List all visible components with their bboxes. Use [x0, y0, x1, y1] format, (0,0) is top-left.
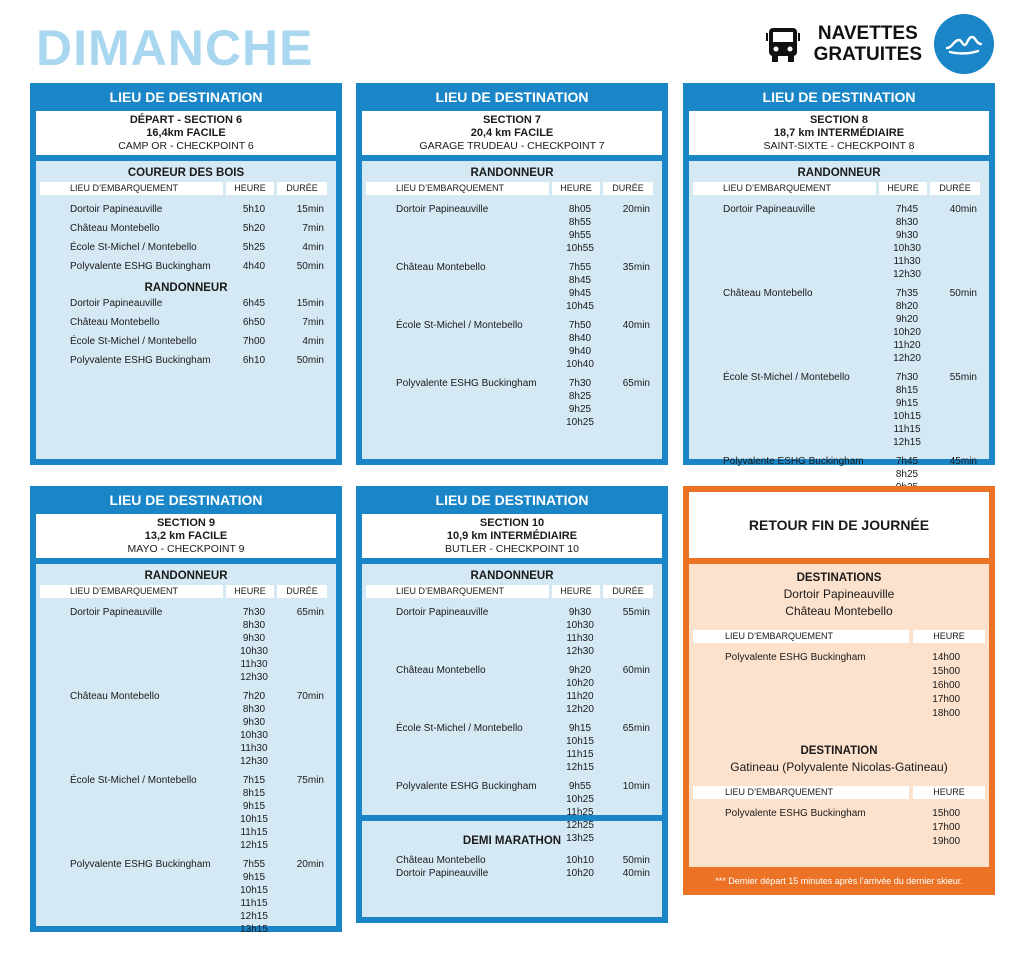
- schedule-row: [40, 297, 332, 310]
- row-time: 10h30: [240, 730, 268, 741]
- retour-row-place: Polyvalente ESHG Buckingham: [725, 652, 866, 663]
- row-time: 11h15: [893, 424, 921, 435]
- section-checkpoint: GARAGE TRUDEAU - CHECKPOINT 7: [419, 140, 605, 152]
- retour-row2-place: Polyvalente ESHG Buckingham: [725, 808, 866, 819]
- col-place: LIEU D’EMBARQUEMENT: [366, 182, 549, 195]
- row-time: 8h40: [568, 333, 592, 344]
- retour-body: [689, 564, 989, 867]
- retour-time: 17h00: [932, 822, 961, 833]
- row-time: 11h25: [566, 807, 594, 818]
- row-place: Dortoir Papineauville: [396, 607, 489, 618]
- row-time: 7h45: [895, 204, 919, 215]
- row-time: 13h25: [566, 833, 594, 844]
- row-time: 11h15: [240, 898, 268, 909]
- card-body: [36, 564, 336, 935]
- row-duration: 40min: [622, 320, 650, 331]
- row-time: 9h15: [242, 801, 266, 812]
- demi-rows: [366, 854, 658, 880]
- row-time: 8h25: [895, 469, 919, 480]
- row-time: 11h30: [566, 633, 594, 644]
- retour-col-heure-2: HEURE: [913, 786, 985, 799]
- row-duration: 55min: [949, 372, 977, 383]
- row-time: 11h20: [893, 340, 921, 351]
- row-time: 8h30: [895, 217, 919, 228]
- retour-row: [693, 651, 985, 721]
- row-time: 12h20: [566, 704, 594, 715]
- schedule-row: [366, 606, 658, 658]
- retour-row-times: [907, 651, 985, 721]
- row-time: 7h55: [568, 262, 592, 273]
- row-duration: 10min: [622, 781, 650, 792]
- schedule-row: [40, 203, 332, 216]
- row-times: [226, 690, 282, 768]
- retour-dest2-title: DESTINATION: [800, 745, 878, 757]
- row-time: 5h20: [242, 223, 266, 234]
- row-duration: 40min: [622, 868, 650, 879]
- section-checkpoint: SAINT-SIXTE - CHECKPOINT 8: [763, 140, 915, 152]
- row-time: 9h30: [568, 607, 592, 618]
- retour-note: *** Dernier départ 15 minutes après l’arrivée du dernier skieur.: [715, 876, 963, 886]
- navettes-header: [766, 12, 994, 76]
- row-time: 8h30: [242, 620, 266, 631]
- row-time: 10h15: [240, 885, 268, 896]
- row-times: [552, 854, 608, 867]
- row-times: [226, 297, 282, 310]
- destination-card: [30, 83, 342, 465]
- destination-card: [356, 486, 668, 923]
- retour-time: 15h00: [932, 808, 961, 819]
- column-headers: [366, 182, 658, 195]
- row-time: 12h15: [240, 840, 268, 851]
- schedule-row: [40, 316, 332, 329]
- column-headers: [366, 585, 658, 598]
- navettes-text: [814, 23, 922, 65]
- col-duree: DURÉE: [277, 182, 327, 195]
- row-time: 9h30: [895, 230, 919, 241]
- row-place: Dortoir Papineauville: [723, 204, 816, 215]
- column-headers: [693, 182, 985, 195]
- row-place: École St-Michel / Montebello: [70, 242, 197, 253]
- retour-col-header-2: [693, 786, 985, 799]
- retour-dest1-title: DESTINATIONS: [796, 572, 882, 584]
- group-rows: [40, 203, 332, 273]
- retour-time: 18h00: [932, 708, 961, 719]
- col-heure: HEURE: [226, 182, 274, 195]
- retour-time: 15h00: [932, 666, 961, 677]
- row-time: 9h45: [568, 288, 592, 299]
- section-distance: 18,7 km INTERMÉDIAIRE: [773, 127, 905, 139]
- schedule-row: [366, 377, 658, 429]
- group-rows: [40, 297, 332, 367]
- card-header: LIEU DE DESTINATION: [109, 89, 263, 105]
- schedule-row: [693, 203, 985, 281]
- row-times: [552, 722, 608, 774]
- section-distance: 10,9 km INTERMÉDIAIRE: [446, 530, 578, 542]
- group-title: RANDONNEUR: [470, 167, 554, 179]
- row-time: 7h45: [895, 456, 919, 467]
- section-distance: 13,2 km FACILE: [144, 530, 228, 542]
- row-time: 7h15: [242, 775, 266, 786]
- row-time: 10h30: [893, 243, 921, 254]
- card-header: LIEU DE DESTINATION: [762, 89, 916, 105]
- row-time: 10h55: [566, 243, 594, 254]
- row-times: [552, 867, 608, 880]
- row-place: Dortoir Papineauville: [396, 204, 489, 215]
- row-time: 12h15: [566, 762, 594, 773]
- row-times: [879, 203, 935, 281]
- row-time: 5h25: [242, 242, 266, 253]
- column-headers: [40, 182, 332, 195]
- section-checkpoint: BUTLER - CHECKPOINT 10: [444, 543, 579, 555]
- row-duration: 20min: [296, 859, 324, 870]
- retour-col-header: [693, 630, 985, 643]
- row-time: 7h35: [895, 288, 919, 299]
- section-name: SECTION 10: [479, 517, 545, 529]
- retour-dest1-line2: Château Montebello: [785, 604, 893, 618]
- section-info: [362, 111, 662, 155]
- row-time: 10h15: [240, 814, 268, 825]
- section-distance: 16,4km FACILE: [146, 127, 226, 139]
- schedule-row: [40, 241, 332, 254]
- schedule-row: [366, 261, 658, 313]
- destination-card: [30, 486, 342, 935]
- row-duration: 70min: [296, 691, 324, 702]
- row-place: Château Montebello: [396, 262, 486, 273]
- row-time: 8h15: [895, 385, 919, 396]
- col-place: LIEU D’EMBARQUEMENT: [40, 182, 223, 195]
- row-duration: 65min: [296, 607, 324, 618]
- row-time: 9h25: [568, 404, 592, 415]
- row-time: 9h15: [242, 872, 266, 883]
- row-time: 10h25: [566, 417, 594, 428]
- row-time: 9h20: [895, 314, 919, 325]
- row-time: 9h30: [242, 717, 266, 728]
- schedule-row: [366, 722, 658, 774]
- col-heure: HEURE: [226, 585, 274, 598]
- retour-time: 19h00: [932, 836, 961, 847]
- row-time: 7h20: [242, 691, 266, 702]
- row-place: Polyvalente ESHG Buckingham: [396, 378, 537, 389]
- row-time: 6h45: [242, 298, 266, 309]
- col-duree: DURÉE: [930, 182, 980, 195]
- row-place: École St-Michel / Montebello: [396, 723, 523, 734]
- row-times: [226, 203, 282, 216]
- row-time: 9h15: [895, 398, 919, 409]
- row-duration: 60min: [622, 665, 650, 676]
- section-info: [689, 111, 989, 155]
- col-place: LIEU D’EMBARQUEMENT: [693, 182, 876, 195]
- row-time: 9h20: [568, 665, 592, 676]
- col-place: LIEU D’EMBARQUEMENT: [366, 585, 549, 598]
- row-times: [226, 260, 282, 273]
- group-rows: [40, 606, 332, 936]
- retour-dest1-line1: Dortoir Papineauville: [783, 587, 895, 601]
- section-name: DÉPART - SECTION 6: [129, 114, 243, 126]
- schedule-row: [40, 690, 332, 768]
- row-times: [226, 335, 282, 348]
- group-rows: [693, 203, 985, 520]
- row-time: 9h55: [568, 230, 592, 241]
- row-duration: 40min: [949, 204, 977, 215]
- row-time: 8h05: [568, 204, 592, 215]
- section-checkpoint: CAMP OR - CHECKPOINT 6: [118, 140, 254, 152]
- row-time: 9h55: [568, 781, 592, 792]
- row-time: 8h30: [242, 704, 266, 715]
- row-time: 12h15: [240, 911, 268, 922]
- group-rows: [366, 606, 658, 845]
- section-checkpoint: MAYO - CHECKPOINT 9: [127, 543, 245, 555]
- row-duration: 50min: [296, 355, 324, 366]
- row-time: 12h30: [240, 672, 268, 683]
- row-times: [879, 371, 935, 449]
- row-times: [552, 203, 608, 255]
- row-duration: 45min: [949, 456, 977, 467]
- row-time: 7h50: [568, 320, 592, 331]
- card-header: LIEU DE DESTINATION: [435, 89, 589, 105]
- card-body: [36, 161, 336, 459]
- row-times: [226, 858, 282, 936]
- row-place: Château Montebello: [70, 223, 160, 234]
- section-name: SECTION 8: [809, 114, 869, 126]
- row-duration: 4min: [302, 336, 324, 347]
- card-header: LIEU DE DESTINATION: [109, 492, 263, 508]
- row-place: Polyvalente ESHG Buckingham: [723, 456, 864, 467]
- row-time: 10h20: [893, 327, 921, 338]
- row-time: 11h15: [566, 749, 594, 760]
- retour-row2-times: [907, 807, 985, 849]
- row-time: 5h10: [242, 204, 266, 215]
- row-time: 11h20: [566, 691, 594, 702]
- row-place: Château Montebello: [723, 288, 813, 299]
- row-time: 12h15: [893, 437, 921, 448]
- col-duree: DURÉE: [603, 182, 653, 195]
- destination-card: [356, 83, 668, 465]
- row-duration: 65min: [622, 723, 650, 734]
- row-place: École St-Michel / Montebello: [70, 336, 197, 347]
- row-time: 12h30: [893, 269, 921, 280]
- group-title: RANDONNEUR: [144, 282, 228, 294]
- row-time: 11h30: [240, 743, 268, 754]
- row-times: [226, 354, 282, 367]
- section-name: SECTION 9: [156, 517, 216, 529]
- row-duration: 20min: [622, 204, 650, 215]
- schedule-row: [693, 371, 985, 449]
- row-place: École St-Michel / Montebello: [396, 320, 523, 331]
- row-place: Polyvalente ESHG Buckingham: [70, 261, 211, 272]
- col-heure: HEURE: [552, 585, 600, 598]
- schedule-row: [40, 858, 332, 936]
- schedule-row: [40, 222, 332, 235]
- retour-card: [683, 486, 995, 895]
- row-time: 10h15: [893, 411, 921, 422]
- schedule-row: [40, 260, 332, 273]
- row-times: [879, 287, 935, 365]
- row-times: [552, 377, 608, 429]
- card-body: [689, 161, 989, 480]
- row-time: 10h25: [566, 794, 594, 805]
- row-place: Dortoir Papineauville: [396, 868, 489, 879]
- row-time: 9h15: [568, 723, 592, 734]
- retour-col-place: LIEU D’EMBARQUEMENT: [693, 630, 909, 643]
- row-time: 13h15: [240, 924, 268, 935]
- row-time: 8h45: [568, 275, 592, 286]
- row-time: 11h30: [893, 256, 921, 267]
- retour-title: RETOUR FIN DE JOURNÉE: [689, 492, 989, 558]
- row-time: 9h40: [568, 346, 592, 357]
- day-title: DIMANCHE: [36, 20, 314, 76]
- row-time: 10h40: [566, 359, 594, 370]
- section-info: [36, 111, 336, 155]
- row-time: 12h30: [240, 756, 268, 767]
- row-times: [552, 261, 608, 313]
- retour-time: 14h00: [932, 652, 961, 663]
- row-time: 10h10: [566, 855, 594, 866]
- row-time: 8h55: [568, 217, 592, 228]
- schedule-row: [366, 203, 658, 255]
- demi-title: DEMI MARATHON: [462, 835, 562, 847]
- group-title: COUREUR DES BOIS: [127, 167, 245, 179]
- row-place: Polyvalente ESHG Buckingham: [70, 355, 211, 366]
- row-place: École St-Michel / Montebello: [70, 775, 197, 786]
- row-time: 10h15: [566, 736, 594, 747]
- row-time: 6h50: [242, 317, 266, 328]
- card-body: [362, 161, 662, 459]
- schedule-row: [40, 354, 332, 367]
- retour-time: 16h00: [932, 680, 961, 691]
- row-time: 7h30: [568, 378, 592, 389]
- row-duration: 7min: [302, 223, 324, 234]
- row-place: Dortoir Papineauville: [70, 607, 163, 618]
- navettes-line2: GRATUITES: [813, 44, 922, 65]
- row-place: Dortoir Papineauville: [70, 298, 163, 309]
- row-place: Château Montebello: [396, 855, 486, 866]
- row-place: Dortoir Papineauville: [70, 204, 163, 215]
- row-place: Château Montebello: [70, 691, 160, 702]
- row-times: [552, 319, 608, 371]
- row-time: 10h30: [240, 646, 268, 657]
- retour-dest2-line: Gatineau (Polyvalente Nicolas-Gatineau): [730, 760, 948, 774]
- retour-time: 17h00: [932, 694, 961, 705]
- row-time: 7h00: [242, 336, 266, 347]
- row-times: [552, 606, 608, 658]
- row-time: 11h30: [240, 659, 268, 670]
- schedule-row: [366, 319, 658, 371]
- col-duree: DURÉE: [603, 585, 653, 598]
- row-time: 9h30: [242, 633, 266, 644]
- row-time: 10h20: [566, 678, 594, 689]
- row-times: [226, 606, 282, 684]
- row-time: 7h30: [242, 607, 266, 618]
- mountain-logo-icon: [934, 14, 994, 74]
- col-duree: DURÉE: [277, 585, 327, 598]
- section-info: [36, 514, 336, 558]
- group-rows: [366, 203, 658, 429]
- row-time: 6h10: [242, 355, 266, 366]
- row-place: Château Montebello: [396, 665, 486, 676]
- row-time: 7h55: [242, 859, 266, 870]
- row-times: [552, 664, 608, 716]
- group-title: RANDONNEUR: [470, 570, 554, 582]
- schedule-row: [693, 287, 985, 365]
- row-duration: 35min: [622, 262, 650, 273]
- row-place: Polyvalente ESHG Buckingham: [396, 781, 537, 792]
- row-place: Château Montebello: [70, 317, 160, 328]
- row-time: 4h40: [242, 261, 266, 272]
- row-duration: 50min: [296, 261, 324, 272]
- retour-col-place-2: LIEU D’EMBARQUEMENT: [693, 786, 909, 799]
- row-time: 10h45: [566, 301, 594, 312]
- section-name: SECTION 7: [482, 114, 542, 126]
- row-place: École St-Michel / Montebello: [723, 372, 850, 383]
- schedule-row: [40, 774, 332, 852]
- row-duration: 65min: [622, 378, 650, 389]
- row-time: 10h30: [566, 620, 594, 631]
- group-title: RANDONNEUR: [144, 570, 228, 582]
- section-distance: 20,4 km FACILE: [470, 127, 554, 139]
- row-times: [226, 241, 282, 254]
- schedule-row: [366, 867, 658, 880]
- row-duration: 55min: [622, 607, 650, 618]
- section-info: [362, 514, 662, 558]
- row-times: [226, 316, 282, 329]
- group-title: RANDONNEUR: [797, 167, 881, 179]
- row-times: [226, 774, 282, 852]
- row-time: 11h15: [240, 827, 268, 838]
- row-duration: 50min: [949, 288, 977, 299]
- schedule-row: [366, 664, 658, 716]
- row-duration: 7min: [302, 317, 324, 328]
- row-time: 8h25: [568, 391, 592, 402]
- row-duration: 75min: [296, 775, 324, 786]
- row-duration: 50min: [622, 855, 650, 866]
- retour-row-2: [693, 807, 985, 849]
- destination-card: [683, 83, 995, 480]
- retour-col-heure: HEURE: [913, 630, 985, 643]
- row-time: 7h30: [895, 372, 919, 383]
- row-duration: 15min: [296, 204, 324, 215]
- row-time: 8h20: [895, 301, 919, 312]
- row-times: [226, 222, 282, 235]
- row-place: Polyvalente ESHG Buckingham: [70, 859, 211, 870]
- row-time: 12h30: [566, 646, 594, 657]
- row-time: 12h25: [566, 820, 594, 831]
- card-header: LIEU DE DESTINATION: [435, 492, 589, 508]
- column-headers: [40, 585, 332, 598]
- col-heure: HEURE: [879, 182, 927, 195]
- schedule-row: [40, 606, 332, 684]
- row-time: 12h20: [893, 353, 921, 364]
- col-heure: HEURE: [552, 182, 600, 195]
- schedule-row: [40, 335, 332, 348]
- row-time: 8h15: [242, 788, 266, 799]
- row-duration: 4min: [302, 242, 324, 253]
- bus-icon: [766, 26, 800, 62]
- row-time: 10h20: [566, 868, 594, 879]
- schedule-row: [366, 854, 658, 867]
- col-place: LIEU D’EMBARQUEMENT: [40, 585, 223, 598]
- navettes-line1: NAVETTES: [817, 23, 918, 44]
- row-duration: 15min: [296, 298, 324, 309]
